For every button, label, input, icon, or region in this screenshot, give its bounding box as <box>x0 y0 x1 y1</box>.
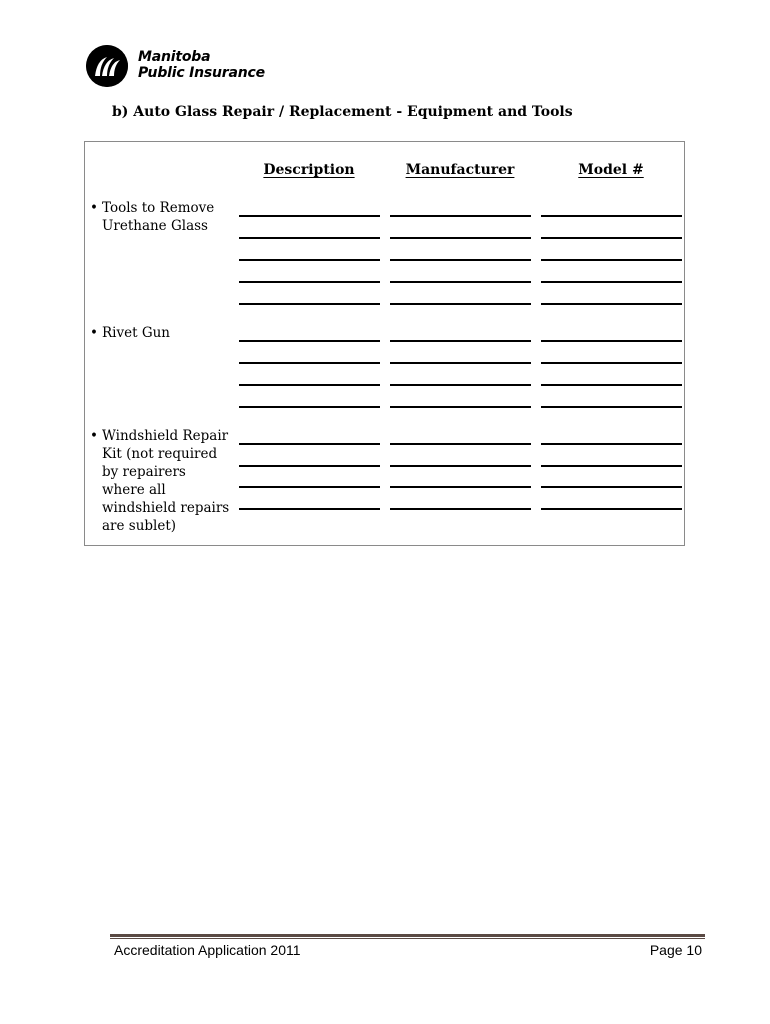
logo-line-2: Public Insurance <box>138 65 265 81</box>
manufacturer-fill-line[interactable] <box>390 259 531 261</box>
manufacturer-fill-line[interactable] <box>390 508 531 510</box>
footer-rule <box>110 934 705 937</box>
model-fill-line[interactable] <box>541 281 682 283</box>
manufacturer-fill-line[interactable] <box>390 362 531 364</box>
list-item-urethane-tools <box>90 199 230 235</box>
model-fill-line[interactable] <box>541 384 682 386</box>
item-label: Rivet Gun <box>102 325 170 341</box>
manufacturer-fill-line[interactable] <box>390 443 531 445</box>
bullet-icon: • <box>90 428 98 444</box>
description-fill-line[interactable] <box>239 362 380 364</box>
description-fill-line[interactable] <box>239 259 380 261</box>
manufacturer-fill-line[interactable] <box>390 486 531 488</box>
column-header-model: Model # <box>578 162 644 178</box>
description-fill-line[interactable] <box>239 486 380 488</box>
model-fill-line[interactable] <box>541 486 682 488</box>
footer-rule-thin <box>110 938 705 939</box>
logo-line-1: Manitoba <box>138 49 211 65</box>
footer-page-number: Page 10 <box>649 942 702 958</box>
description-fill-line[interactable] <box>239 508 380 510</box>
description-fill-line[interactable] <box>239 237 380 239</box>
list-item-rivet-gun <box>90 324 230 342</box>
model-fill-line[interactable] <box>541 508 682 510</box>
manufacturer-fill-line[interactable] <box>390 465 531 467</box>
manufacturer-fill-line[interactable] <box>390 281 531 283</box>
logo <box>86 45 286 89</box>
model-fill-line[interactable] <box>541 465 682 467</box>
model-fill-line[interactable] <box>541 237 682 239</box>
manufacturer-fill-line[interactable] <box>390 237 531 239</box>
column-header-manufacturer: Manufacturer <box>405 162 515 178</box>
mpi-swoosh-logo-icon <box>86 45 128 87</box>
model-fill-line[interactable] <box>541 406 682 408</box>
model-fill-line[interactable] <box>541 259 682 261</box>
description-fill-line[interactable] <box>239 406 380 408</box>
footer-document-title: Accreditation Application 2011 <box>114 942 301 958</box>
description-fill-line[interactable] <box>239 281 380 283</box>
model-fill-line[interactable] <box>541 443 682 445</box>
list-item-windshield-repair-kit <box>90 427 230 535</box>
bullet-icon: • <box>90 325 98 341</box>
model-fill-line[interactable] <box>541 303 682 305</box>
item-label: Windshield Repair Kit (not required by repairers where all windshield repairs are sublet) <box>102 428 230 534</box>
manufacturer-fill-line[interactable] <box>390 406 531 408</box>
description-fill-line[interactable] <box>239 340 380 342</box>
section-heading: b) Auto Glass Repair / Replacement - Equipment and Tools <box>112 104 573 120</box>
bullet-icon: • <box>90 200 98 216</box>
description-fill-line[interactable] <box>239 465 380 467</box>
description-fill-line[interactable] <box>239 443 380 445</box>
column-header-description: Description <box>263 162 355 178</box>
item-label: Tools to Remove Urethane Glass <box>102 200 215 234</box>
manufacturer-fill-line[interactable] <box>390 340 531 342</box>
model-fill-line[interactable] <box>541 362 682 364</box>
model-fill-line[interactable] <box>541 215 682 217</box>
description-fill-line[interactable] <box>239 384 380 386</box>
manufacturer-fill-line[interactable] <box>390 384 531 386</box>
manufacturer-fill-line[interactable] <box>390 215 531 217</box>
model-fill-line[interactable] <box>541 340 682 342</box>
logo-text <box>138 49 265 81</box>
manufacturer-fill-line[interactable] <box>390 303 531 305</box>
description-fill-line[interactable] <box>239 215 380 217</box>
description-fill-line[interactable] <box>239 303 380 305</box>
